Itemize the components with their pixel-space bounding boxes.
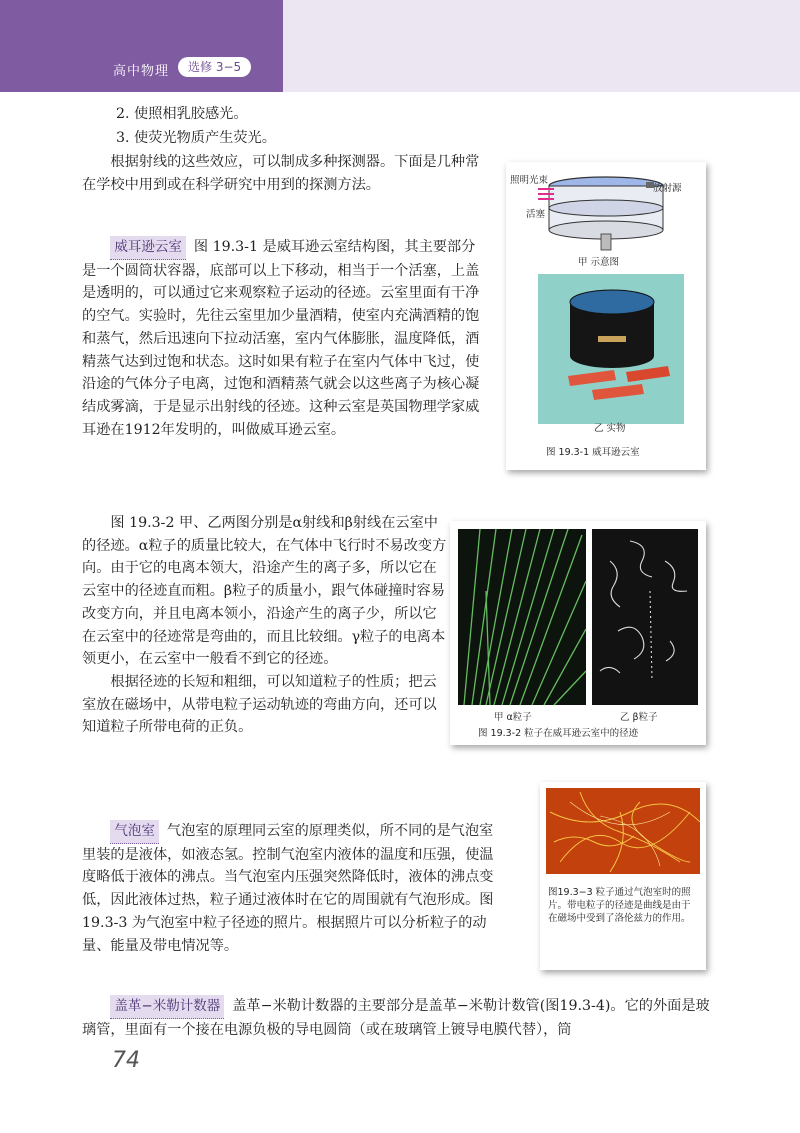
header-title: 高中物理 — [113, 64, 170, 79]
fig2-sub-b: 乙 β粒子 — [620, 712, 658, 723]
cloud-title: 威耳逊云室 — [110, 236, 186, 260]
cloud-p2: 图 19.3-2 甲、乙两图分别是α射线和β射线在云室中的径迹。α粒子的质量比较大，在气体中飞行时不易改变方向。由于它的电离本领大，沿途产生的离子多，所以它在云室中的径迹直而粗。β粒子的质量小，跟气体碰撞时容易改变方向，并且电离本领小，沿途产生的离子少，所以它在云室中的径迹常是弯曲的，而且比较细。γ粒子的电离本领更小，在云室中一般看不到它的径迹。 — [82, 515, 447, 668]
cloud-chamber-photo — [538, 274, 684, 424]
fig2-caption: 图 19.3-2 粒子在威耳逊云室中的径迹 — [478, 728, 639, 739]
intro-paragraph: 根据射线的这些效应，可以制成多种探测器。下面是几种常在学校中用到或在科学研究中用到的探测方法。 — [82, 154, 480, 193]
bubble-chamber-photo — [540, 782, 706, 880]
fig1-sub-a: 甲 示意图 — [578, 257, 620, 268]
intro-line-1: 2. 使照相乳胶感光。 — [116, 106, 248, 122]
cloud-text: 图 19.3-1 是威耳逊云室结构图，其主要部分是一个圆筒状容器，底部可以上下移动，相当于一个活塞，上盖是透明的，可以通过它来观察粒子运动的径迹。云室里面有干净的空气。实验时，先往云室里加少量酒精，使室内充满酒精的饱和蒸气，然后迅速向下拉动活塞，室内气体膨胀，温度降低，酒精蒸气达到过饱和状态。这时如果有粒子在室内气体中飞过，使沿途的气体分子电离，过饱和酒精蒸气就会以这些离子为核心凝结成雾滴，于是显示出射线的径迹。这种云室是英国物理学家威耳逊在1912年发明的，叫做威耳逊云室。 — [82, 239, 480, 438]
cloud-p3: 根据径迹的长短和粗细，可以知道粒子的性质；把云室放在磁场中，从带电粒子运动轨迹的弯曲方向，还可以知道粒子所带电荷的正负。 — [82, 673, 437, 736]
geiger-section — [82, 995, 722, 1041]
page-number: 74 — [112, 1048, 140, 1073]
bubble-text: 气泡室的原理同云室的原理类似，所不同的是气泡室里装的是液体，如液态氢。控制气泡室内液体的温度和压强，使温度略低于液体的沸点。当气泡室内压强突然降低时，液体的沸点变低，因此液体过热，粒子通过液体时在它的周围就有气泡形成。图 19.3-3 为气泡室中粒子径迹的照片。根据照片可以分析粒子的动量、能量及带电情况等。 — [82, 823, 494, 954]
label-piston: 活塞 — [526, 209, 546, 220]
fig2-sub-a: 甲 α粒子 — [494, 712, 532, 723]
figure-19-3-2 — [450, 521, 706, 745]
fig1-sub-b: 乙 实物 — [594, 423, 626, 434]
figure-19-3-1 — [506, 162, 706, 470]
label-radiation-source: 放射源 — [653, 183, 682, 194]
fig1-caption: 图 19.3-1 威耳逊云室 — [546, 447, 640, 458]
cloud-paragraph-2 — [82, 512, 450, 739]
geiger-title: 盖革−米勒计数器 — [110, 995, 224, 1019]
geiger-text: 盖革−米勒计数器的主要部分是盖革−米勒计数管(图19.3-4)。它的外面是玻璃管，里面有一个接在电源负极的导电圆筒（或在玻璃管上镀导电膜代替），筒 — [82, 998, 710, 1038]
bubble-title: 气泡室 — [110, 820, 159, 844]
header-band-pale — [283, 0, 800, 92]
cloud-section — [82, 236, 486, 441]
figure-19-3-3 — [540, 782, 706, 970]
fig3-caption: 图19.3−3 粒子通过气泡室时的照片。带电粒子的径迹是曲线是由于在磁场中受到了洛伦兹力的作用。 — [548, 887, 691, 924]
intro-line-2: 3. 使荧光物质产生荧光。 — [116, 130, 276, 146]
bubble-section — [82, 820, 506, 957]
label-light-beam: 照明光束 — [510, 175, 549, 186]
track-photos — [450, 521, 706, 745]
header-pill: 选修 3−5 — [178, 57, 251, 77]
